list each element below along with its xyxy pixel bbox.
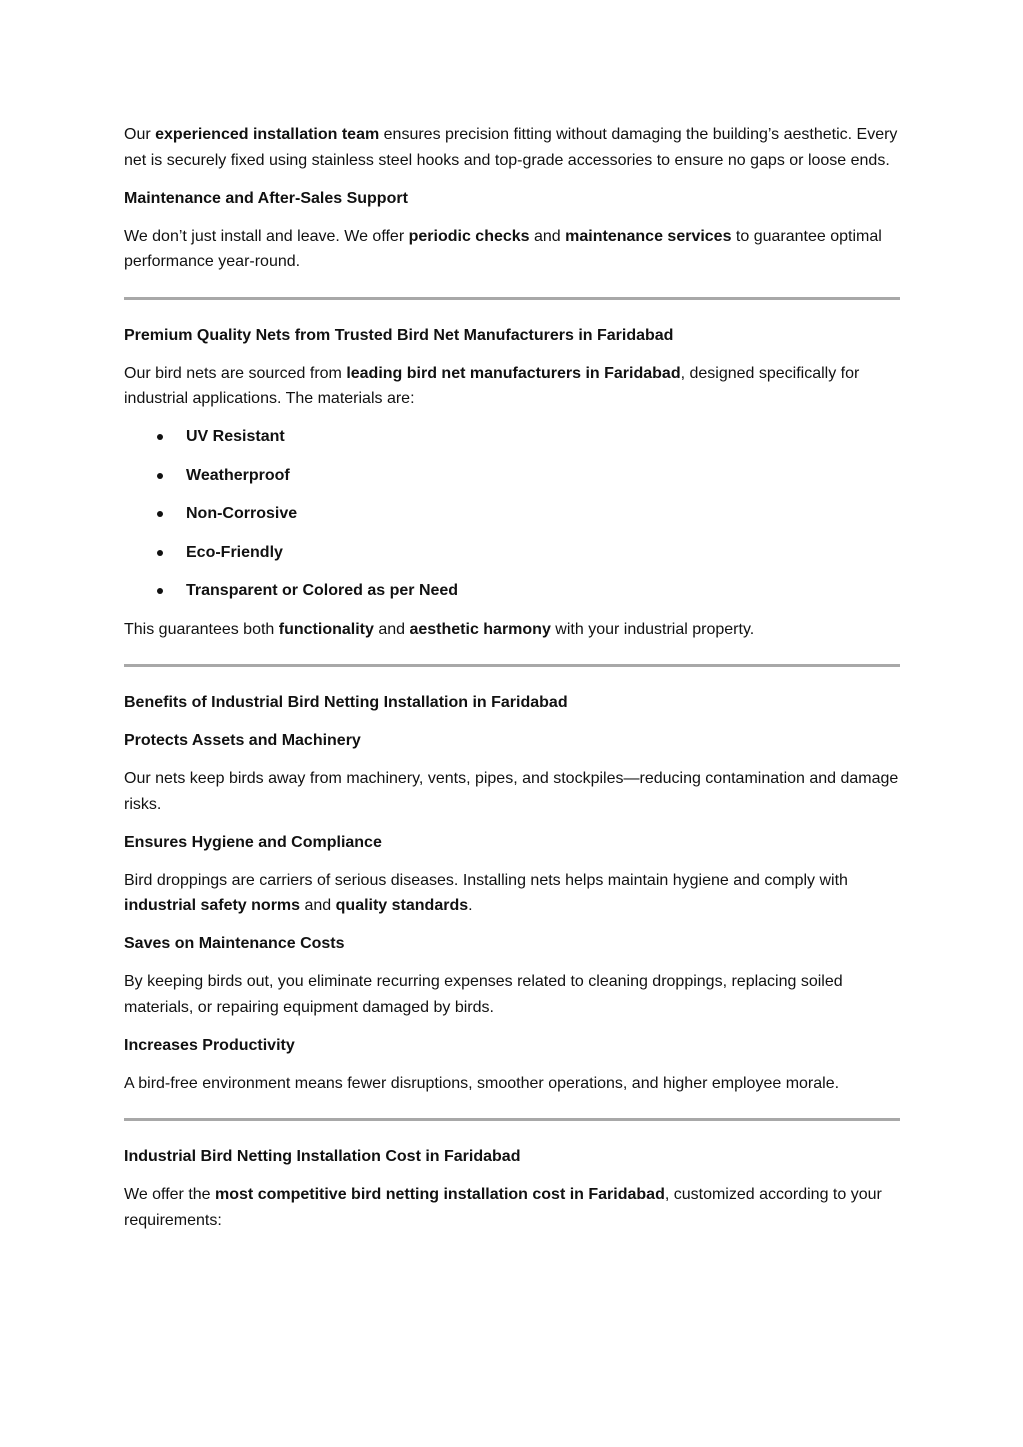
bullet-icon [157, 434, 163, 440]
maintenance-heading: Maintenance and After-Sales Support [124, 189, 408, 207]
document-page [124, 122, 900, 1246]
benefit-costs-heading: Saves on Maintenance Costs [124, 935, 345, 952]
list-item: UV Resistant [124, 424, 900, 450]
list-item: Non-Corrosive [124, 501, 900, 527]
materials-list [124, 424, 900, 604]
quality-paragraph: Our bird nets are sourced from leading bird net manufacturers in Faridabad, designed specifically for industrial applications. The materials are: [124, 364, 860, 407]
cost-paragraph: We offer the most competitive bird netting installation cost in Faridabad, customized according to your requirements: [124, 1186, 882, 1229]
bullet-icon [157, 511, 163, 517]
bullet-icon [157, 473, 163, 479]
benefit-productivity-paragraph: A bird-free environment means fewer disruptions, smoother operations, and higher employee morale. [124, 1074, 840, 1092]
bullet-icon [157, 550, 163, 556]
benefit-productivity-heading: Increases Productivity [124, 1036, 295, 1054]
list-item: Weatherproof [124, 463, 900, 489]
list-item: Eco-Friendly [124, 540, 900, 566]
quality-heading: Premium Quality Nets from Trusted Bird Net Manufacturers in Faridabad [124, 326, 674, 344]
benefit-hygiene-heading: Ensures Hygiene and Compliance [124, 833, 382, 851]
benefit-costs-paragraph: By keeping birds out, you eliminate recurring expenses related to cleaning droppings, replacing soiled materials, or repairing equipment damaged by birds. [124, 973, 843, 1016]
cost-heading: Industrial Bird Netting Installation Cost in Faridabad [124, 1148, 521, 1165]
benefit-assets-heading: Protects Assets and Machinery [124, 732, 361, 749]
benefit-hygiene-paragraph: Bird droppings are carriers of serious diseases. Installing nets helps maintain hygiene and comply with industrial safety norms and quality standards. [124, 871, 848, 914]
installation-team-paragraph: Our experienced installation team ensures precision fitting without damaging the building’s aesthetic. Every net is securely fixed using stainless steel hooks and top-grade accessories to ensure no gaps or loose ends. [124, 126, 898, 169]
benefit-assets-paragraph: Our nets keep birds away from machinery, vents, pipes, and stockpiles—reducing contamination and damage risks. [124, 770, 899, 813]
bullet-icon [157, 588, 163, 594]
maintenance-paragraph: We don’t just install and leave. We offer periodic checks and maintenance services to guarantee optimal performance year-round. [124, 227, 882, 270]
list-item: Transparent or Colored as per Need [124, 578, 900, 604]
section-divider [124, 1118, 900, 1121]
section-divider [124, 297, 900, 300]
benefits-heading: Benefits of Industrial Bird Netting Installation in Faridabad [124, 694, 568, 711]
section-divider [124, 664, 900, 667]
guarantee-paragraph: This guarantees both functionality and aesthetic harmony with your industrial property. [124, 620, 755, 638]
